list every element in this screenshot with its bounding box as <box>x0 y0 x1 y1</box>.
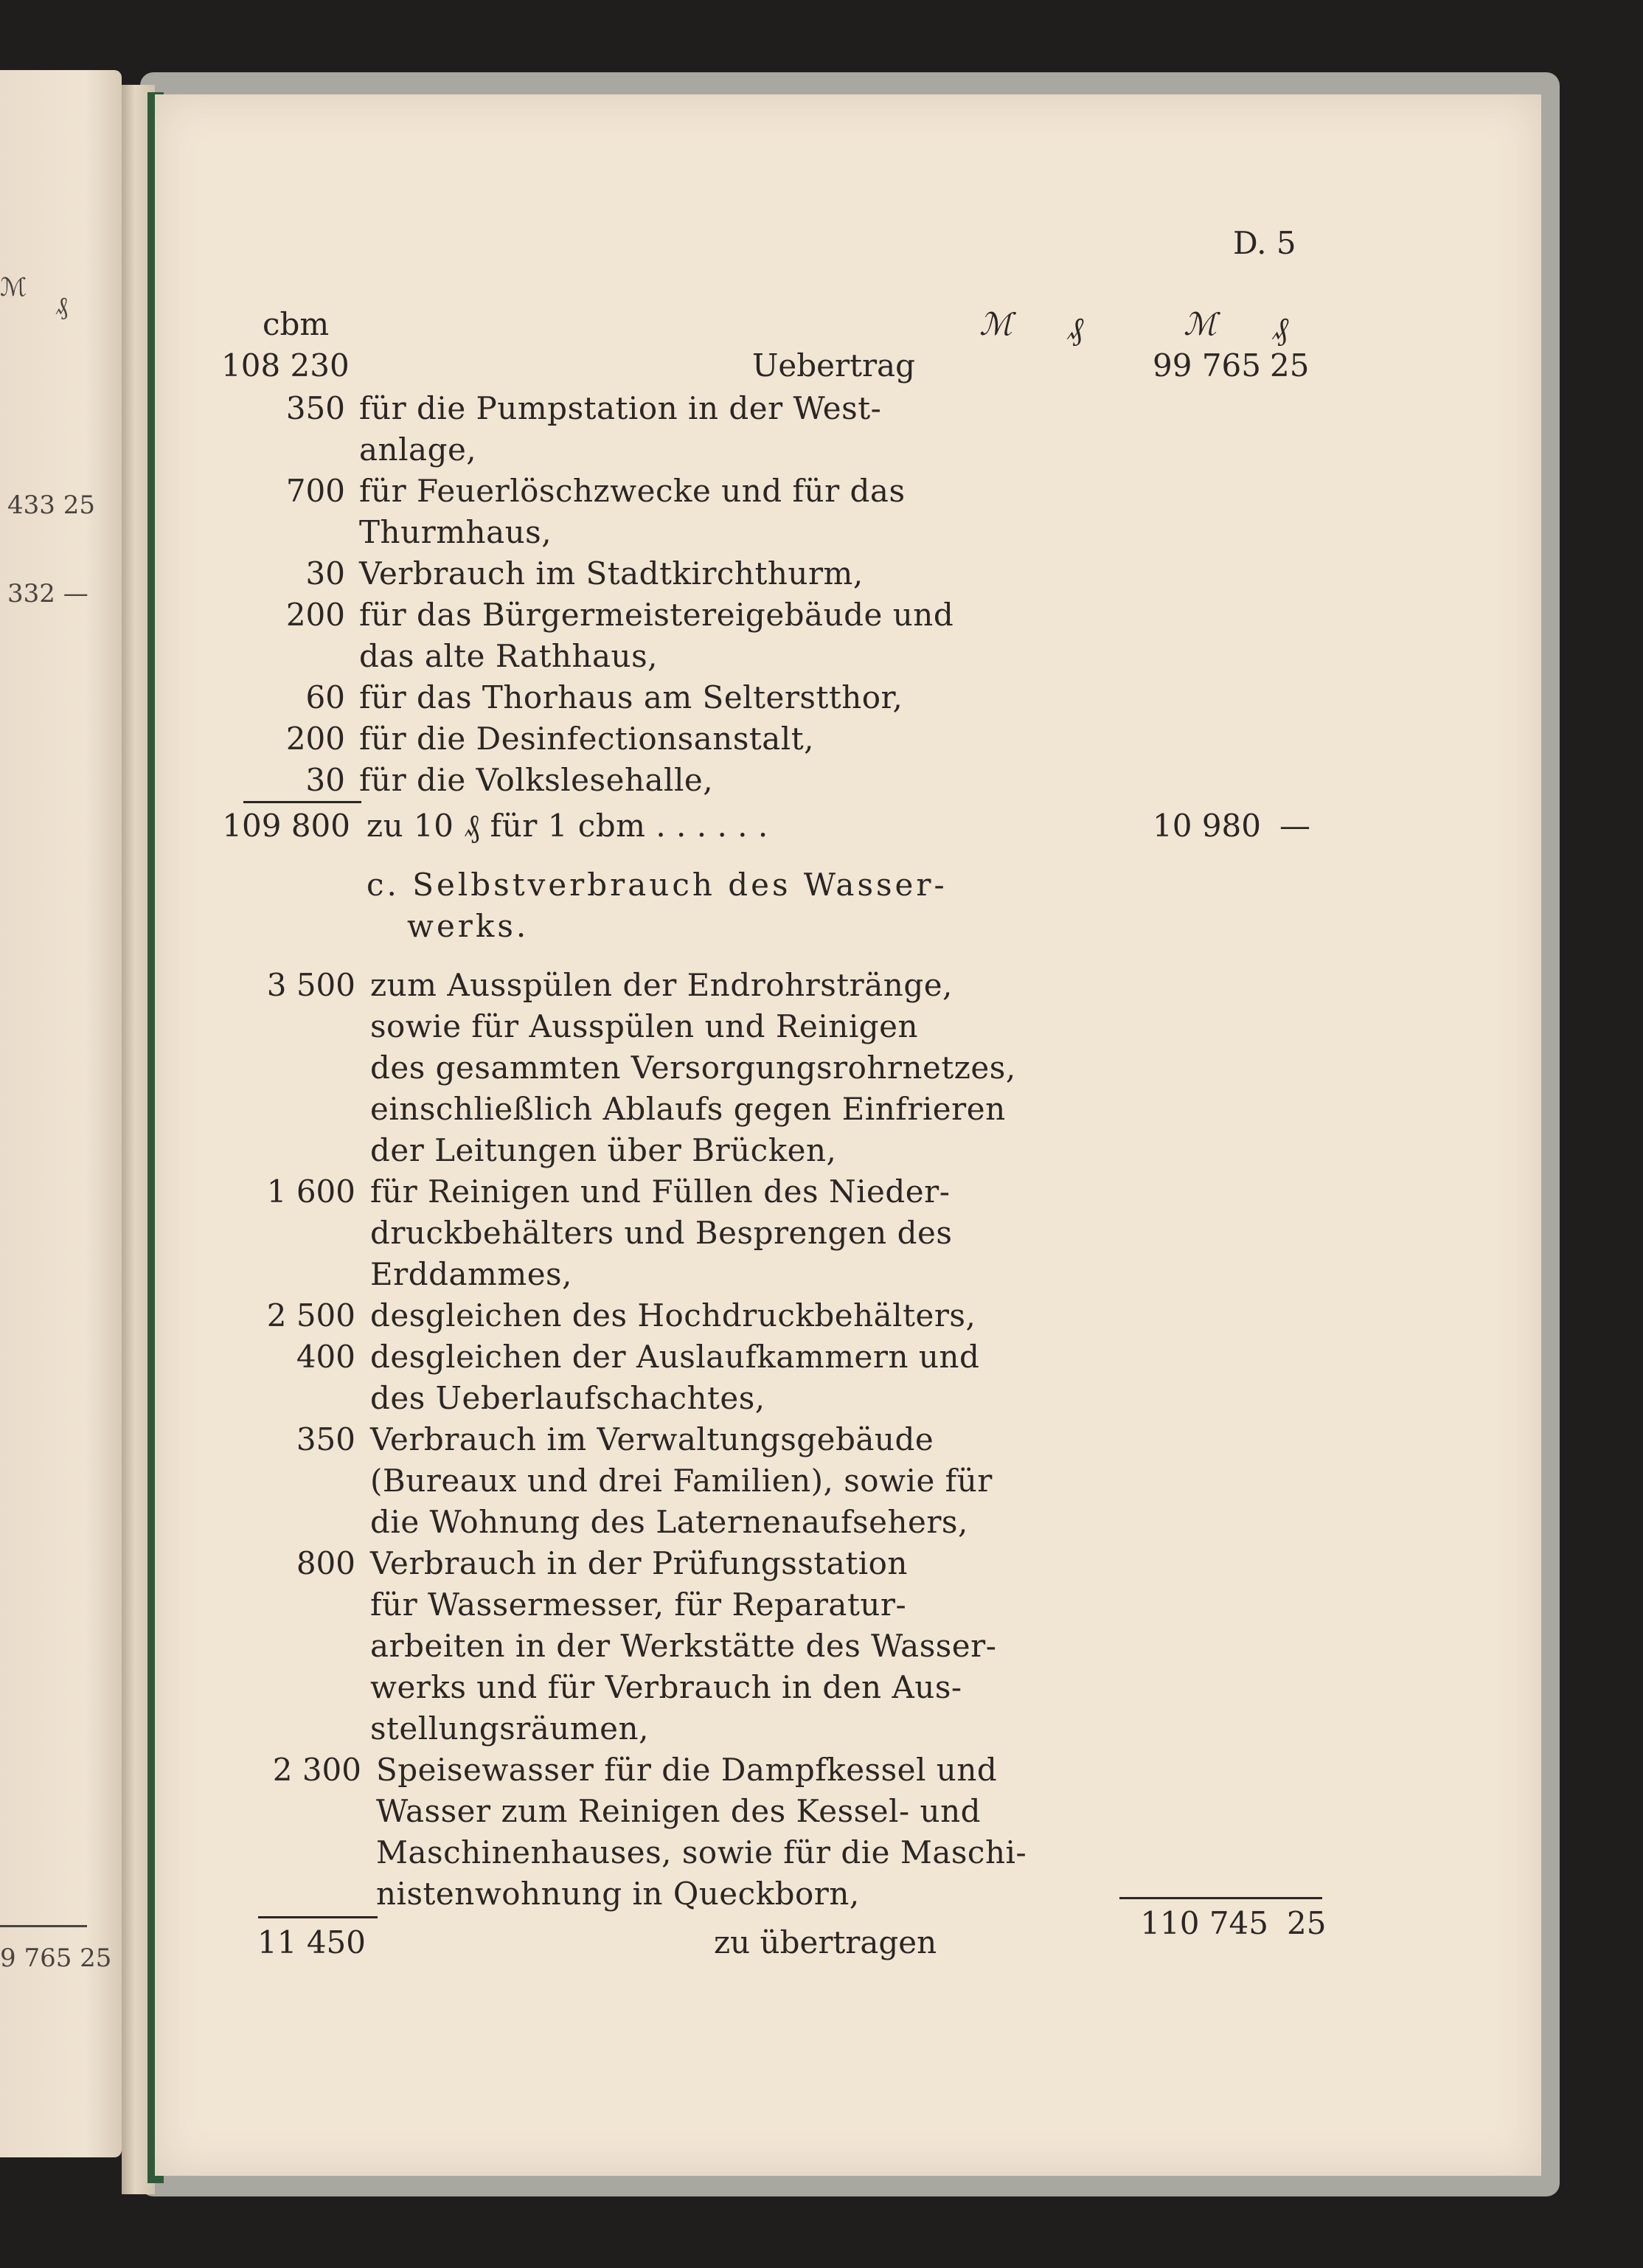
item-c-1600-line-3: Erddammes, <box>370 1256 572 1292</box>
left-page-value-2: 332 — <box>7 579 88 608</box>
item-b-30-line-1: Verbrauch im Stadtkirchthurm, <box>359 555 864 592</box>
left-page-value-1: 433 25 <box>7 490 95 520</box>
item-c-3500-line-5: der Leitungen über Brücken, <box>370 1132 837 1168</box>
carry-out-amount-rule <box>1119 1897 1322 1899</box>
item-c-2300-cbm: 2 300 <box>272 1752 361 1788</box>
mark-header-1: ℳ <box>979 306 1012 342</box>
cbm-header: cbm <box>263 306 330 342</box>
item-b-200b-cbm: 200 <box>285 721 345 757</box>
item-b-200-cbm: 200 <box>285 597 345 633</box>
subtotal-b-pfennig: — <box>1279 808 1310 844</box>
item-b-60-line-1: für das Thorhaus am Selterstthor, <box>359 679 903 715</box>
item-c-1600-line-1: für Reinigen und Füllen des Nieder- <box>370 1173 951 1210</box>
item-b-60-cbm: 60 <box>305 679 345 715</box>
item-b-350-line-2: anlage, <box>359 431 477 468</box>
left-page-pf-header: ₰ <box>55 291 68 321</box>
item-c-400-line-2: des Ueberlaufschachtes, <box>370 1380 765 1416</box>
item-b-200-line-2: das alte Rathhaus, <box>359 638 658 674</box>
carry-out-mark: 110 745 <box>1140 1905 1268 1941</box>
subtotal-b-label: zu 10 ₰ für 1 cbm . . . . . . <box>367 808 768 844</box>
left-page-value-3: 9 765 25 <box>0 1943 112 1973</box>
left-page-mark-header: ℳ <box>0 273 27 302</box>
item-c-3500-line-2: sowie für Ausspülen und Reinigen <box>370 1008 919 1044</box>
subtotal-b-mark: 10 980 <box>1153 808 1261 844</box>
item-c-350-line-2: (Bureaux und drei Familien), sowie für <box>370 1463 993 1499</box>
mark-header-2: ℳ <box>1184 306 1217 342</box>
item-c-400-line-1: desgleichen der Auslaufkammern und <box>370 1339 980 1375</box>
item-c-2300-line-3: Maschinenhauses, sowie für die Maschi- <box>376 1834 1027 1870</box>
subtotal-b-rule <box>243 801 361 803</box>
item-c-800-line-5: stellungsräumen, <box>370 1710 649 1747</box>
item-c-2300-line-2: Wasser zum Reinigen des Kessel- und <box>376 1793 982 1829</box>
item-c-2300-line-4: nistenwohnung in Queckborn, <box>376 1876 860 1912</box>
item-c-350-line-1: Verbrauch im Verwaltungsgebäude <box>370 1421 934 1457</box>
item-b-200b-line-1: für die Desinfectionsanstalt, <box>359 721 814 757</box>
carry-in-mark: 99 765 <box>1153 347 1261 384</box>
item-b-30b-line-1: für die Volkslesehalle, <box>359 762 714 798</box>
item-c-800-line-3: arbeiten in der Werkstätte des Wasser- <box>370 1628 997 1664</box>
item-b-700-line-1: für Feuerlöschzwecke und für das <box>359 473 906 509</box>
item-c-800-cbm: 800 <box>296 1545 355 1581</box>
page-label: D. 5 <box>1233 225 1296 261</box>
left-facing-page <box>0 70 122 2157</box>
pfennig-header-1: ₰ <box>1068 311 1083 347</box>
item-c-1600-cbm: 1 600 <box>266 1173 355 1210</box>
item-b-350-line-1: für die Pumpstation in der West- <box>359 390 882 426</box>
item-c-350-cbm: 350 <box>296 1421 355 1457</box>
item-c-3500-line-1: zum Ausspülen der Endrohrstränge, <box>370 967 953 1003</box>
section-c-heading-line-2: werks. <box>407 908 529 944</box>
item-c-3500-line-3: des gesammten Versorgungsrohrnetzes, <box>370 1050 1016 1086</box>
subtotal-b-cbm: 109 800 <box>222 808 350 844</box>
item-b-700-line-2: Thurmhaus, <box>359 514 552 550</box>
item-b-30-cbm: 30 <box>305 555 345 592</box>
item-c-2500-cbm: 2 500 <box>266 1297 355 1334</box>
carry-in-pfennig: 25 <box>1270 347 1310 384</box>
item-c-1600-line-2: druckbehälters und Besprengen des <box>370 1215 953 1251</box>
carry-in-cbm: 108 230 <box>221 347 350 384</box>
left-page-rule <box>0 1925 87 1927</box>
carry-in-label: Uebertrag <box>752 347 915 384</box>
item-b-350-cbm: 350 <box>285 390 345 426</box>
pfennig-header-2: ₰ <box>1273 311 1288 347</box>
carry-out-label: zu übertragen <box>714 1924 937 1960</box>
item-c-2500-line-1: desgleichen des Hochdruckbehälters, <box>370 1297 976 1334</box>
carry-out-cbm: 11 450 <box>257 1924 366 1960</box>
carry-out-cbm-rule <box>258 1916 378 1918</box>
item-c-800-line-1: Verbrauch in der Prüfungsstation <box>370 1545 908 1581</box>
item-c-800-line-2: für Wassermesser, für Reparatur- <box>370 1586 907 1623</box>
item-b-700-cbm: 700 <box>285 473 345 509</box>
section-c-heading-line-1: c. Selbstverbrauch des Wasser- <box>367 867 948 903</box>
item-c-800-line-4: werks und für Verbrauch in den Aus- <box>370 1669 962 1705</box>
carry-out-pfennig: 25 <box>1287 1905 1327 1941</box>
item-c-3500-line-4: einschließlich Ablaufs gegen Einfrieren <box>370 1091 1006 1127</box>
item-b-200-line-1: für das Bürgermeistereigebäude und <box>359 597 954 633</box>
item-c-350-line-3: die Wohnung des Laternenaufsehers, <box>370 1504 968 1540</box>
item-c-2300-line-1: Speisewasser für die Dampfkessel und <box>376 1752 998 1788</box>
item-c-400-cbm: 400 <box>296 1339 355 1375</box>
item-c-3500-cbm: 3 500 <box>266 967 355 1003</box>
item-b-30b-cbm: 30 <box>305 762 345 798</box>
